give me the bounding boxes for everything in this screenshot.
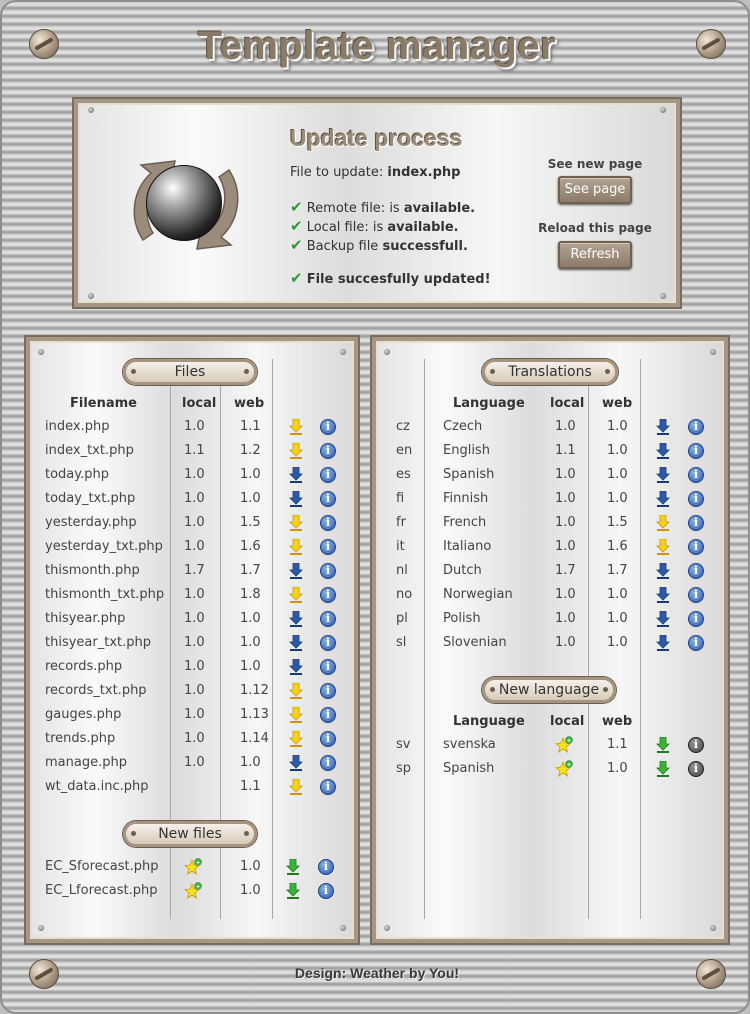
table-row bbox=[30, 859, 350, 883]
file-name: wt_data.inc.php bbox=[45, 779, 149, 794]
table-row bbox=[30, 659, 350, 683]
info-icon[interactable]: i bbox=[320, 659, 336, 675]
local-version: 1.0 bbox=[184, 539, 205, 554]
info-icon[interactable]: i bbox=[320, 635, 336, 651]
new-web-header: web bbox=[602, 714, 633, 729]
blue-download-icon[interactable] bbox=[656, 443, 670, 459]
table-row bbox=[376, 611, 720, 635]
file-name: yesterday_txt.php bbox=[45, 539, 163, 554]
info-icon[interactable]: i bbox=[688, 491, 704, 507]
table-row bbox=[30, 491, 350, 515]
info-icon[interactable]: i bbox=[320, 539, 336, 555]
language-name: Slovenian bbox=[443, 635, 507, 650]
yellow-download-icon[interactable] bbox=[289, 515, 303, 531]
svg-text:+: + bbox=[195, 859, 201, 867]
web-version: 1.0 bbox=[607, 467, 628, 482]
web-version: 1.0 bbox=[607, 443, 628, 458]
language-code: fi bbox=[396, 491, 405, 506]
screw-icon bbox=[660, 107, 666, 113]
table-row bbox=[30, 779, 350, 803]
blue-download-icon[interactable] bbox=[656, 635, 670, 651]
info-icon[interactable]: i bbox=[320, 467, 336, 483]
web-version: 1.0 bbox=[607, 761, 628, 776]
new-local-header: local bbox=[550, 714, 585, 729]
local-version: 1.0 bbox=[555, 419, 576, 434]
info-icon[interactable]: i bbox=[318, 883, 334, 899]
screw-icon bbox=[660, 293, 666, 299]
table-row bbox=[376, 443, 720, 467]
local-version: 1.1 bbox=[555, 443, 576, 458]
yellow-download-icon[interactable] bbox=[289, 707, 303, 723]
table-row bbox=[376, 761, 720, 785]
new-files-tag: New files bbox=[123, 821, 257, 847]
info-icon[interactable]: i bbox=[688, 467, 704, 483]
local-version: 1.0 bbox=[184, 587, 205, 602]
svg-text:+: + bbox=[195, 883, 201, 891]
backup-label: Backup file bbox=[306, 239, 379, 254]
new-star-icon[interactable] bbox=[555, 736, 573, 754]
language-name: French bbox=[443, 515, 487, 530]
web-version: 1.0 bbox=[607, 635, 628, 650]
language-code: pl bbox=[396, 611, 408, 626]
language-code: no bbox=[396, 587, 413, 602]
file-name: thismonth_txt.php bbox=[45, 587, 165, 602]
backup-status bbox=[290, 236, 468, 254]
table-row bbox=[30, 731, 350, 755]
web-version: 1.5 bbox=[607, 515, 628, 530]
table-row bbox=[30, 587, 350, 611]
table-row bbox=[30, 563, 350, 587]
screw-icon bbox=[384, 349, 390, 355]
green-download-icon[interactable] bbox=[286, 883, 300, 899]
info-icon[interactable]: i bbox=[320, 731, 336, 747]
file-name: today_txt.php bbox=[45, 491, 136, 506]
table-row bbox=[30, 515, 350, 539]
info-icon[interactable]: i bbox=[688, 587, 704, 603]
language-name: Czech bbox=[443, 419, 483, 434]
local-version: 1.0 bbox=[184, 731, 205, 746]
new-language-header: Language bbox=[453, 714, 525, 729]
language-code: nl bbox=[396, 563, 408, 578]
screw-icon bbox=[88, 293, 94, 299]
blue-download-icon[interactable] bbox=[656, 467, 670, 483]
blue-download-icon[interactable] bbox=[289, 659, 303, 675]
info-icon[interactable]: i bbox=[688, 563, 704, 579]
local-version: 1.0 bbox=[555, 635, 576, 650]
see-page-button[interactable]: See page bbox=[558, 176, 632, 204]
local-version: 1.0 bbox=[184, 419, 205, 434]
file-name: thisyear.php bbox=[45, 611, 126, 626]
local-status bbox=[290, 217, 459, 235]
page-title: Template manager bbox=[197, 24, 557, 68]
language-code: es bbox=[396, 467, 411, 482]
blue-download-icon[interactable] bbox=[656, 419, 670, 435]
screw-icon bbox=[384, 925, 390, 931]
info-icon[interactable]: i bbox=[688, 539, 704, 555]
blue-download-icon[interactable] bbox=[656, 491, 670, 507]
blue-download-icon[interactable] bbox=[289, 755, 303, 771]
screw-icon bbox=[710, 925, 716, 931]
table-row bbox=[30, 419, 350, 443]
remote-label: Remote file: is bbox=[306, 201, 400, 216]
info-icon[interactable]: i bbox=[320, 779, 336, 795]
web-version: 1.1 bbox=[240, 419, 261, 434]
web-version: 1.1 bbox=[240, 779, 261, 794]
table-row bbox=[376, 539, 720, 563]
remote-value: available. bbox=[403, 201, 476, 216]
file-name: thismonth.php bbox=[45, 563, 140, 578]
web-version: 1.0 bbox=[240, 659, 261, 674]
check-icon: ✔ bbox=[290, 198, 303, 216]
blue-download-icon[interactable] bbox=[656, 563, 670, 579]
file-name: yesterday.php bbox=[45, 515, 137, 530]
web-version: 1.0 bbox=[240, 611, 261, 626]
web-version: 1.14 bbox=[240, 731, 269, 746]
language-name: Norwegian bbox=[443, 587, 513, 602]
table-row bbox=[30, 443, 350, 467]
info-icon[interactable]: i bbox=[320, 419, 336, 435]
web-version: 1.0 bbox=[240, 755, 261, 770]
svg-text:+: + bbox=[566, 761, 572, 769]
blue-download-icon[interactable] bbox=[289, 611, 303, 627]
language-code: sv bbox=[396, 737, 411, 752]
new-language-tag: New language bbox=[482, 677, 616, 703]
local-version: 1.0 bbox=[555, 611, 576, 626]
language-name: Dutch bbox=[443, 563, 482, 578]
translations-tag: Translations bbox=[482, 359, 618, 385]
table-row bbox=[30, 539, 350, 563]
info-icon[interactable]: i bbox=[320, 611, 336, 627]
table-row bbox=[30, 707, 350, 731]
web-version: 1.6 bbox=[607, 539, 628, 554]
language-name: English bbox=[443, 443, 490, 458]
table-row bbox=[376, 737, 720, 761]
file-name: index.php bbox=[387, 165, 461, 180]
local-version: 1.0 bbox=[184, 659, 205, 674]
web-version: 1.0 bbox=[607, 491, 628, 506]
new-star-icon[interactable] bbox=[555, 760, 573, 778]
local-header: local bbox=[550, 396, 585, 411]
info-icon[interactable]: i bbox=[688, 443, 704, 459]
file-name: today.php bbox=[45, 467, 109, 482]
table-row bbox=[376, 419, 720, 443]
language-name: Finnish bbox=[443, 491, 489, 506]
web-version: 1.0 bbox=[607, 611, 628, 626]
yellow-download-icon[interactable] bbox=[289, 443, 303, 459]
local-version: 1.1 bbox=[184, 443, 205, 458]
info-icon[interactable]: i bbox=[688, 419, 704, 435]
web-version: 1.0 bbox=[607, 587, 628, 602]
new-star-icon[interactable] bbox=[184, 882, 202, 900]
result-text: File succesfully updated! bbox=[306, 272, 491, 287]
local-version: 1.0 bbox=[555, 587, 576, 602]
info-icon[interactable]: i bbox=[320, 515, 336, 531]
table-row bbox=[30, 755, 350, 779]
local-version: 1.0 bbox=[184, 515, 205, 530]
yellow-download-icon[interactable] bbox=[289, 419, 303, 435]
web-version: 1.0 bbox=[607, 419, 628, 434]
screw-icon bbox=[340, 349, 346, 355]
green-download-icon[interactable] bbox=[656, 761, 670, 777]
local-version: 1.0 bbox=[184, 635, 205, 650]
blue-download-icon[interactable] bbox=[289, 467, 303, 483]
info-icon[interactable]: i bbox=[320, 707, 336, 723]
yellow-download-icon[interactable] bbox=[289, 779, 303, 795]
file-name: trends.php bbox=[45, 731, 116, 746]
result-status bbox=[290, 269, 491, 287]
info-icon[interactable]: i bbox=[318, 859, 334, 875]
language-code: it bbox=[396, 539, 405, 554]
table-row bbox=[376, 587, 720, 611]
check-icon: ✔ bbox=[290, 217, 303, 235]
files-panel bbox=[26, 337, 358, 943]
language-code: sl bbox=[396, 635, 407, 650]
filename-header: Filename bbox=[70, 396, 137, 411]
local-version: 1.0 bbox=[184, 467, 205, 482]
info-icon[interactable]: i bbox=[688, 635, 704, 651]
info-icon[interactable]: i bbox=[688, 737, 704, 753]
file-name: records_txt.php bbox=[45, 683, 147, 698]
file-to-update bbox=[290, 165, 460, 180]
local-version: 1.0 bbox=[184, 683, 205, 698]
blue-download-icon[interactable] bbox=[289, 635, 303, 651]
web-version: 1.12 bbox=[240, 683, 269, 698]
local-header: local bbox=[182, 396, 217, 411]
blue-download-icon[interactable] bbox=[289, 491, 303, 507]
table-row bbox=[30, 467, 350, 491]
local-label: Local file: is bbox=[306, 220, 384, 235]
table-row bbox=[30, 883, 350, 907]
yellow-download-icon[interactable] bbox=[289, 539, 303, 555]
file-label: File to update: bbox=[290, 165, 384, 180]
language-header: Language bbox=[453, 396, 525, 411]
reload-label: Reload this page bbox=[538, 221, 652, 235]
language-code: en bbox=[396, 443, 413, 458]
local-version: 1.7 bbox=[555, 563, 576, 578]
web-version: 1.0 bbox=[240, 883, 261, 898]
table-row bbox=[30, 635, 350, 659]
info-icon[interactable]: i bbox=[688, 761, 704, 777]
language-name: svenska bbox=[443, 737, 496, 752]
check-icon: ✔ bbox=[290, 269, 303, 287]
web-header: web bbox=[234, 396, 265, 411]
file-name: EC_Lforecast.php bbox=[45, 883, 158, 898]
translations-panel bbox=[372, 337, 728, 943]
local-version: 1.0 bbox=[555, 491, 576, 506]
info-icon[interactable]: i bbox=[320, 683, 336, 699]
language-name: Polish bbox=[443, 611, 481, 626]
web-header: web bbox=[602, 396, 633, 411]
info-icon[interactable]: i bbox=[320, 563, 336, 579]
green-download-icon[interactable] bbox=[656, 737, 670, 753]
table-row bbox=[376, 563, 720, 587]
table-row bbox=[376, 491, 720, 515]
local-version: 1.0 bbox=[184, 611, 205, 626]
yellow-download-icon[interactable] bbox=[656, 539, 670, 555]
green-download-icon[interactable] bbox=[286, 859, 300, 875]
check-icon: ✔ bbox=[290, 236, 303, 254]
table-row bbox=[376, 635, 720, 659]
local-value: available. bbox=[387, 220, 459, 235]
web-version: 1.6 bbox=[240, 539, 261, 554]
yellow-download-icon[interactable] bbox=[289, 683, 303, 699]
see-new-page-label: See new page bbox=[547, 157, 643, 171]
table-row bbox=[30, 683, 350, 707]
local-version: 1.7 bbox=[184, 563, 205, 578]
table-row bbox=[30, 611, 350, 635]
local-version: 1.0 bbox=[184, 755, 205, 770]
language-name: Spanish bbox=[443, 761, 495, 776]
web-version: 1.0 bbox=[240, 491, 261, 506]
web-version: 1.13 bbox=[240, 707, 269, 722]
info-icon[interactable]: i bbox=[320, 587, 336, 603]
yellow-download-icon[interactable] bbox=[289, 731, 303, 747]
web-version: 1.1 bbox=[607, 737, 628, 752]
file-name: index_txt.php bbox=[45, 443, 134, 458]
screw-icon bbox=[38, 349, 44, 355]
blue-download-icon[interactable] bbox=[289, 563, 303, 579]
file-name: records.php bbox=[45, 659, 123, 674]
info-icon[interactable]: i bbox=[320, 755, 336, 771]
file-name: gauges.php bbox=[45, 707, 122, 722]
globe-icon bbox=[146, 165, 222, 241]
local-version: 1.0 bbox=[555, 467, 576, 482]
info-icon[interactable]: i bbox=[688, 611, 704, 627]
file-name: manage.php bbox=[45, 755, 127, 770]
update-heading: Update process bbox=[290, 125, 463, 151]
footer-credit: Design: Weather by You! bbox=[294, 965, 460, 981]
screw-icon bbox=[38, 925, 44, 931]
new-star-icon[interactable] bbox=[184, 858, 202, 876]
info-icon[interactable]: i bbox=[320, 491, 336, 507]
remote-status bbox=[290, 198, 475, 216]
file-name: thisyear_txt.php bbox=[45, 635, 151, 650]
web-version: 1.8 bbox=[240, 587, 261, 602]
file-name: index.php bbox=[45, 419, 110, 434]
info-icon[interactable]: i bbox=[688, 515, 704, 531]
local-version: 1.0 bbox=[555, 539, 576, 554]
update-panel bbox=[74, 99, 680, 307]
web-version: 1.0 bbox=[240, 859, 261, 874]
language-code: fr bbox=[396, 515, 406, 530]
screw-icon bbox=[340, 925, 346, 931]
language-code: cz bbox=[396, 419, 410, 434]
info-icon[interactable]: i bbox=[320, 443, 336, 459]
blue-download-icon[interactable] bbox=[656, 611, 670, 627]
local-version: 1.0 bbox=[184, 707, 205, 722]
yellow-download-icon[interactable] bbox=[289, 587, 303, 603]
web-version: 1.2 bbox=[240, 443, 261, 458]
web-version: 1.7 bbox=[240, 563, 261, 578]
yellow-download-icon[interactable] bbox=[656, 515, 670, 531]
screw-icon bbox=[710, 349, 716, 355]
web-version: 1.0 bbox=[240, 635, 261, 650]
web-version: 1.5 bbox=[240, 515, 261, 530]
language-name: Spanish bbox=[443, 467, 495, 482]
blue-download-icon[interactable] bbox=[656, 587, 670, 603]
table-row bbox=[376, 515, 720, 539]
screw-icon bbox=[88, 107, 94, 113]
table-row bbox=[376, 467, 720, 491]
svg-text:+: + bbox=[566, 737, 572, 745]
backup-value: successfull. bbox=[382, 239, 468, 254]
files-tag: Files bbox=[123, 359, 257, 385]
file-name: EC_Sforecast.php bbox=[45, 859, 159, 874]
local-version: 1.0 bbox=[555, 515, 576, 530]
web-version: 1.7 bbox=[607, 563, 628, 578]
language-code: sp bbox=[396, 761, 412, 776]
language-name: Italiano bbox=[443, 539, 492, 554]
web-version: 1.0 bbox=[240, 467, 261, 482]
refresh-button[interactable]: Refresh bbox=[558, 241, 632, 269]
local-version: 1.0 bbox=[184, 491, 205, 506]
